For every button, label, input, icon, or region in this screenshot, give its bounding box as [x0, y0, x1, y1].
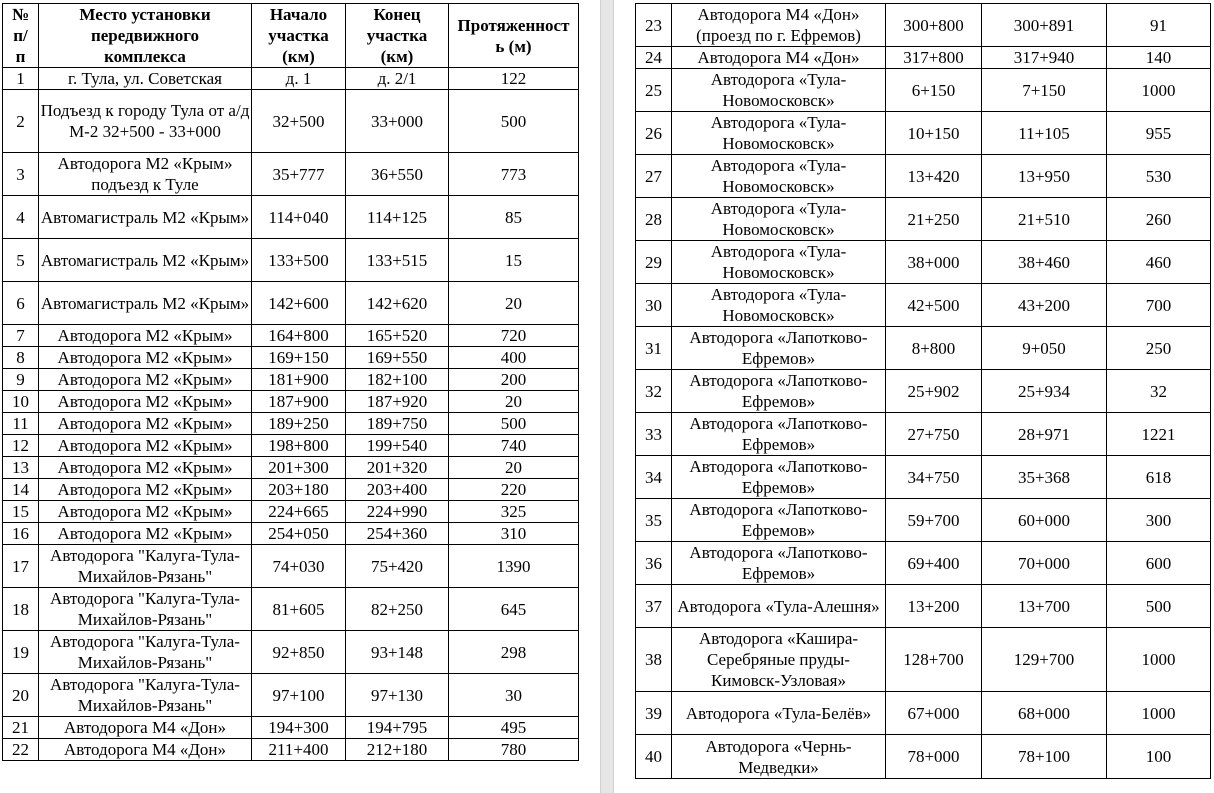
cell-place: Автодорога «Лапотково-Ефремов» — [672, 413, 886, 456]
document-page-left — [0, 0, 600, 793]
cell-num: 3 — [3, 153, 39, 196]
cell-start-km: 35+777 — [252, 153, 346, 196]
cell-num: 1 — [3, 68, 39, 90]
cell-place: Автодорога "Калуга-Тула-Михайлов-Рязань" — [39, 674, 252, 717]
cell-num: 36 — [636, 542, 672, 585]
cell-place: Автодорога М2 «Крым» — [39, 523, 252, 545]
cell-num: 9 — [3, 369, 39, 391]
cell-end-km: 142+620 — [346, 282, 449, 325]
cell-start-km: д. 1 — [252, 68, 346, 90]
cell-start-km: 198+800 — [252, 435, 346, 457]
cell-start-km: 187+900 — [252, 391, 346, 413]
cell-length-m: 780 — [449, 739, 579, 761]
cell-place: Автодорога «Лапотково-Ефремов» — [672, 327, 886, 370]
table-row — [636, 499, 1211, 542]
cell-end-km: 129+700 — [982, 628, 1107, 692]
header-num: № п/ п — [3, 4, 39, 68]
cell-num: 27 — [636, 155, 672, 198]
road-sections-table-part2 — [635, 3, 1211, 779]
table-row — [636, 112, 1211, 155]
table-row — [3, 391, 579, 413]
cell-place: Автодорога "Калуга-Тула-Михайлов-Рязань" — [39, 545, 252, 588]
cell-end-km: 199+540 — [346, 435, 449, 457]
cell-num: 18 — [3, 588, 39, 631]
cell-num: 34 — [636, 456, 672, 499]
table-row — [3, 153, 579, 196]
cell-num: 26 — [636, 112, 672, 155]
cell-end-km: 189+750 — [346, 413, 449, 435]
cell-end-km: 97+130 — [346, 674, 449, 717]
cell-num: 37 — [636, 585, 672, 628]
table-header-row — [3, 4, 579, 68]
table-row — [3, 282, 579, 325]
table-row — [636, 370, 1211, 413]
cell-place: Автодорога «Кашира-Серебряные пруды-Кимовск-Узловая» — [672, 628, 886, 692]
cell-end-km: 11+105 — [982, 112, 1107, 155]
cell-end-km: 21+510 — [982, 198, 1107, 241]
cell-end-km: 13+950 — [982, 155, 1107, 198]
cell-place: Автодорога «Лапотково-Ефремов» — [672, 542, 886, 585]
header-end: Конец участка (км) — [346, 4, 449, 68]
cell-length-m: 30 — [449, 674, 579, 717]
table-row — [3, 347, 579, 369]
cell-length-m: 140 — [1107, 47, 1211, 69]
cell-place: Автодорога «Тула-Белёв» — [672, 692, 886, 735]
cell-place: Автодорога М2 «Крым» — [39, 391, 252, 413]
cell-num: 30 — [636, 284, 672, 327]
cell-length-m: 91 — [1107, 4, 1211, 47]
cell-start-km: 8+800 — [886, 327, 982, 370]
cell-start-km: 81+605 — [252, 588, 346, 631]
cell-place: Автодорога М2 «Крым» — [39, 413, 252, 435]
cell-place: Автомагистраль М2 «Крым» — [39, 282, 252, 325]
cell-end-km: 203+400 — [346, 479, 449, 501]
table-row — [636, 327, 1211, 370]
cell-place: Автодорога М2 «Крым» — [39, 369, 252, 391]
cell-start-km: 181+900 — [252, 369, 346, 391]
cell-place: Автодорога «Тула-Алешня» — [672, 585, 886, 628]
cell-length-m: 773 — [449, 153, 579, 196]
cell-start-km: 13+420 — [886, 155, 982, 198]
cell-place: Автодорога «Тула-Новомосковск» — [672, 112, 886, 155]
cell-num: 32 — [636, 370, 672, 413]
cell-end-km: 317+940 — [982, 47, 1107, 69]
cell-length-m: 300 — [1107, 499, 1211, 542]
table-row — [3, 588, 579, 631]
cell-length-m: 600 — [1107, 542, 1211, 585]
cell-start-km: 203+180 — [252, 479, 346, 501]
cell-num: 10 — [3, 391, 39, 413]
header-place: Место установки передвижного комплекса — [39, 4, 252, 68]
cell-num: 12 — [3, 435, 39, 457]
cell-end-km: 25+934 — [982, 370, 1107, 413]
table-row — [3, 523, 579, 545]
cell-num: 7 — [3, 325, 39, 347]
cell-length-m: 740 — [449, 435, 579, 457]
cell-length-m: 500 — [1107, 585, 1211, 628]
cell-num: 14 — [3, 479, 39, 501]
cell-place: Автомагистраль М2 «Крым» — [39, 196, 252, 239]
cell-num: 24 — [636, 47, 672, 69]
cell-place: Автодорога М2 «Крым» — [39, 347, 252, 369]
table-row — [3, 196, 579, 239]
cell-length-m: 400 — [449, 347, 579, 369]
table-row — [636, 456, 1211, 499]
cell-end-km: 70+000 — [982, 542, 1107, 585]
table-row — [3, 501, 579, 523]
cell-place: Автодорога М4 «Дон» (проезд по г. Ефремов) — [672, 4, 886, 47]
cell-end-km: 9+050 — [982, 327, 1107, 370]
table-row — [636, 692, 1211, 735]
table-row — [636, 4, 1211, 47]
cell-start-km: 128+700 — [886, 628, 982, 692]
cell-place: Автодорога М4 «Дон» — [672, 47, 886, 69]
table-row — [3, 739, 579, 761]
cell-start-km: 133+500 — [252, 239, 346, 282]
cell-end-km: 7+150 — [982, 69, 1107, 112]
cell-place: Автодорога «Лапотково-Ефремов» — [672, 499, 886, 542]
cell-num: 19 — [3, 631, 39, 674]
cell-length-m: 200 — [449, 369, 579, 391]
cell-length-m: 700 — [1107, 284, 1211, 327]
cell-num: 2 — [3, 90, 39, 153]
cell-start-km: 169+150 — [252, 347, 346, 369]
cell-start-km: 224+665 — [252, 501, 346, 523]
cell-end-km: 36+550 — [346, 153, 449, 196]
cell-num: 5 — [3, 239, 39, 282]
cell-place: Автодорога «Тула-Новомосковск» — [672, 241, 886, 284]
cell-end-km: 43+200 — [982, 284, 1107, 327]
table-row — [636, 628, 1211, 692]
cell-length-m: 720 — [449, 325, 579, 347]
cell-length-m: 1221 — [1107, 413, 1211, 456]
cell-start-km: 189+250 — [252, 413, 346, 435]
table-row — [3, 717, 579, 739]
cell-start-km: 21+250 — [886, 198, 982, 241]
cell-end-km: 13+700 — [982, 585, 1107, 628]
cell-num: 4 — [3, 196, 39, 239]
cell-place: Подъезд к городу Тула от а/д М-2 32+500 - 33+000 — [39, 90, 252, 153]
cell-start-km: 32+500 — [252, 90, 346, 153]
table-row — [636, 735, 1211, 779]
cell-place: Автомагистраль М2 «Крым» — [39, 239, 252, 282]
cell-length-m: 955 — [1107, 112, 1211, 155]
cell-start-km: 142+600 — [252, 282, 346, 325]
cell-place: Автодорога М2 «Крым» — [39, 457, 252, 479]
cell-start-km: 69+400 — [886, 542, 982, 585]
cell-start-km: 194+300 — [252, 717, 346, 739]
cell-length-m: 325 — [449, 501, 579, 523]
cell-end-km: 33+000 — [346, 90, 449, 153]
cell-place: Автодорога М2 «Крым» — [39, 435, 252, 457]
cell-start-km: 6+150 — [886, 69, 982, 112]
cell-num: 22 — [3, 739, 39, 761]
cell-place: Автодорога «Лапотково-Ефремов» — [672, 456, 886, 499]
table-row — [3, 674, 579, 717]
cell-length-m: 220 — [449, 479, 579, 501]
cell-end-km: 224+990 — [346, 501, 449, 523]
table-row — [636, 198, 1211, 241]
cell-place: Автодорога М2 «Крым» — [39, 501, 252, 523]
cell-num: 29 — [636, 241, 672, 284]
cell-length-m: 20 — [449, 457, 579, 479]
header-start: Начало участка (км) — [252, 4, 346, 68]
cell-num: 8 — [3, 347, 39, 369]
cell-num: 17 — [3, 545, 39, 588]
cell-end-km: 187+920 — [346, 391, 449, 413]
cell-end-km: 114+125 — [346, 196, 449, 239]
cell-length-m: 122 — [449, 68, 579, 90]
cell-place: Автодорога «Тула-Новомосковск» — [672, 155, 886, 198]
table-row — [3, 545, 579, 588]
table-row — [636, 241, 1211, 284]
cell-end-km: 182+100 — [346, 369, 449, 391]
table-row — [3, 457, 579, 479]
cell-place: Автодорога М4 «Дон» — [39, 739, 252, 761]
cell-start-km: 164+800 — [252, 325, 346, 347]
cell-num: 15 — [3, 501, 39, 523]
cell-start-km: 59+700 — [886, 499, 982, 542]
cell-end-km: 35+368 — [982, 456, 1107, 499]
cell-end-km: 28+971 — [982, 413, 1107, 456]
cell-end-km: 75+420 — [346, 545, 449, 588]
cell-length-m: 20 — [449, 282, 579, 325]
cell-start-km: 317+800 — [886, 47, 982, 69]
cell-end-km: 165+520 — [346, 325, 449, 347]
cell-end-km: 300+891 — [982, 4, 1107, 47]
table-row — [3, 239, 579, 282]
cell-start-km: 10+150 — [886, 112, 982, 155]
cell-place: Автодорога М2 «Крым» — [39, 479, 252, 501]
cell-length-m: 500 — [449, 90, 579, 153]
cell-start-km: 300+800 — [886, 4, 982, 47]
table-row — [636, 413, 1211, 456]
cell-start-km: 78+000 — [886, 735, 982, 779]
cell-length-m: 500 — [449, 413, 579, 435]
table-row — [3, 435, 579, 457]
page-gutter — [600, 0, 614, 793]
cell-start-km: 254+050 — [252, 523, 346, 545]
cell-length-m: 1000 — [1107, 69, 1211, 112]
cell-start-km: 211+400 — [252, 739, 346, 761]
table-row — [3, 413, 579, 435]
cell-length-m: 1000 — [1107, 628, 1211, 692]
cell-num: 6 — [3, 282, 39, 325]
cell-num: 40 — [636, 735, 672, 779]
cell-length-m: 260 — [1107, 198, 1211, 241]
cell-length-m: 250 — [1107, 327, 1211, 370]
cell-num: 39 — [636, 692, 672, 735]
cell-start-km: 67+000 — [886, 692, 982, 735]
cell-start-km: 114+040 — [252, 196, 346, 239]
cell-length-m: 32 — [1107, 370, 1211, 413]
cell-end-km: 194+795 — [346, 717, 449, 739]
cell-end-km: 93+148 — [346, 631, 449, 674]
cell-place: Автодорога «Тула-Новомосковск» — [672, 69, 886, 112]
cell-place: Автодорога «Тула-Новомосковск» — [672, 284, 886, 327]
cell-end-km: 68+000 — [982, 692, 1107, 735]
cell-end-km: д. 2/1 — [346, 68, 449, 90]
table-row — [636, 69, 1211, 112]
cell-start-km: 74+030 — [252, 545, 346, 588]
cell-length-m: 460 — [1107, 241, 1211, 284]
cell-place: Автодорога М2 «Крым» — [39, 325, 252, 347]
table-row — [3, 631, 579, 674]
table-row — [636, 47, 1211, 69]
cell-num: 38 — [636, 628, 672, 692]
cell-end-km: 78+100 — [982, 735, 1107, 779]
cell-place: Автодорога «Чернь-Медведки» — [672, 735, 886, 779]
cell-start-km: 27+750 — [886, 413, 982, 456]
cell-length-m: 1000 — [1107, 692, 1211, 735]
cell-num: 25 — [636, 69, 672, 112]
cell-place: Автодорога "Калуга-Тула-Михайлов-Рязань" — [39, 631, 252, 674]
road-sections-table-part1 — [2, 3, 579, 761]
cell-start-km: 42+500 — [886, 284, 982, 327]
cell-num: 13 — [3, 457, 39, 479]
cell-place: г. Тула, ул. Советская — [39, 68, 252, 90]
cell-num: 11 — [3, 413, 39, 435]
cell-start-km: 38+000 — [886, 241, 982, 284]
cell-length-m: 100 — [1107, 735, 1211, 779]
cell-end-km: 133+515 — [346, 239, 449, 282]
cell-start-km: 201+300 — [252, 457, 346, 479]
cell-length-m: 310 — [449, 523, 579, 545]
table-row — [3, 90, 579, 153]
cell-start-km: 34+750 — [886, 456, 982, 499]
cell-start-km: 25+902 — [886, 370, 982, 413]
cell-num: 16 — [3, 523, 39, 545]
cell-end-km: 212+180 — [346, 739, 449, 761]
table-row — [3, 479, 579, 501]
cell-num: 23 — [636, 4, 672, 47]
cell-end-km: 169+550 — [346, 347, 449, 369]
cell-length-m: 1390 — [449, 545, 579, 588]
table-row — [3, 68, 579, 90]
cell-num: 33 — [636, 413, 672, 456]
table-row — [636, 155, 1211, 198]
table-row — [3, 325, 579, 347]
cell-place: Автодорога М4 «Дон» — [39, 717, 252, 739]
cell-start-km: 97+100 — [252, 674, 346, 717]
table-row — [636, 542, 1211, 585]
cell-num: 28 — [636, 198, 672, 241]
cell-length-m: 15 — [449, 239, 579, 282]
cell-num: 21 — [3, 717, 39, 739]
cell-num: 20 — [3, 674, 39, 717]
header-length: Протяженност ь (м) — [449, 4, 579, 68]
cell-length-m: 645 — [449, 588, 579, 631]
cell-length-m: 530 — [1107, 155, 1211, 198]
cell-place: Автодорога «Тула-Новомосковск» — [672, 198, 886, 241]
cell-end-km: 254+360 — [346, 523, 449, 545]
table-row — [3, 369, 579, 391]
cell-length-m: 618 — [1107, 456, 1211, 499]
cell-place: Автодорога «Лапотково-Ефремов» — [672, 370, 886, 413]
document-page-right — [614, 0, 1214, 793]
cell-start-km: 92+850 — [252, 631, 346, 674]
cell-end-km: 82+250 — [346, 588, 449, 631]
table-row — [636, 585, 1211, 628]
cell-length-m: 298 — [449, 631, 579, 674]
cell-place: Автодорога "Калуга-Тула-Михайлов-Рязань" — [39, 588, 252, 631]
cell-length-m: 85 — [449, 196, 579, 239]
cell-length-m: 495 — [449, 717, 579, 739]
cell-end-km: 201+320 — [346, 457, 449, 479]
table-row — [636, 284, 1211, 327]
cell-length-m: 20 — [449, 391, 579, 413]
cell-place: Автодорога М2 «Крым» подъезд к Туле — [39, 153, 252, 196]
cell-end-km: 38+460 — [982, 241, 1107, 284]
cell-num: 31 — [636, 327, 672, 370]
cell-num: 35 — [636, 499, 672, 542]
cell-end-km: 60+000 — [982, 499, 1107, 542]
cell-start-km: 13+200 — [886, 585, 982, 628]
